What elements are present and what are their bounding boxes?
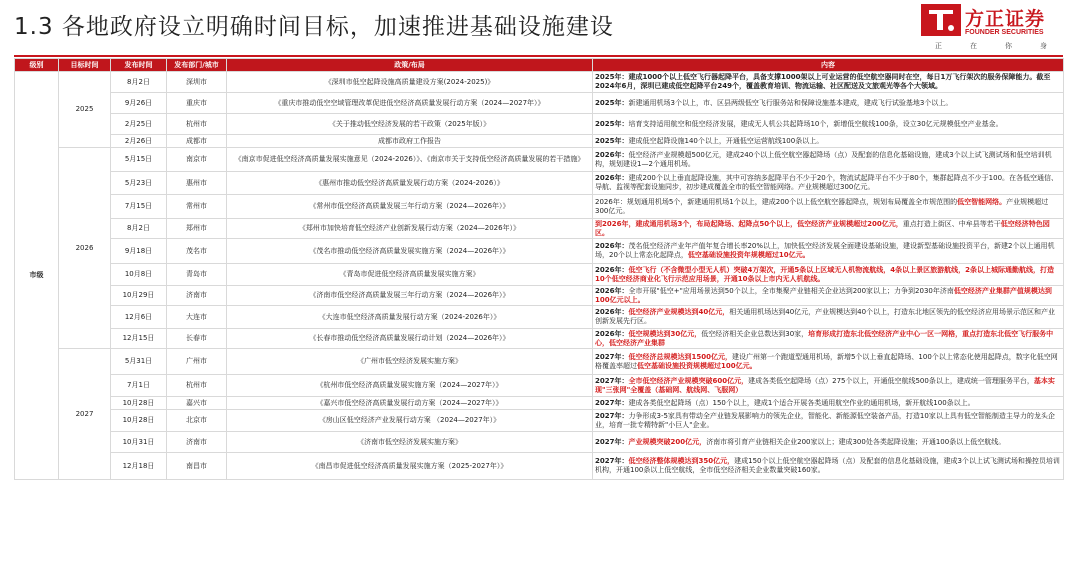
content-text: 茂名低空经济产业年产值年复合增长率20%以上，加快低空经济发展全面建设基础设施，建设新型基础设施投资平台，新建2个以上通用机场，20个以上常态化起降点， [595,242,1055,259]
content-cell [593,397,1064,410]
content-cell [593,195,1064,219]
department-cell: 成都市 [167,135,227,148]
table-row [15,172,1064,195]
content-cell [593,135,1064,148]
table-row [15,135,1064,148]
date-cell: 10月31日 [111,432,167,453]
header-policy: 政策/布局 [227,59,593,72]
content-text: 2026年： [595,174,629,182]
page-title: 1.3 各地政府设立明确时间目标，加速推进基础设施建设 [14,14,614,40]
target-year-cell: 2025 [59,72,111,148]
content-text: 建成1000个以上低空飞行器起降平台，具备支撑1000架以上可业运营的低空航空器同时在空，每日1万飞行架次的服务保障能力。截至2024年6月，深圳已建成低空起降平台249个，覆盖教育培训、物流运输、社区配送及文旅观光等各个大领域。 [595,73,1051,90]
content-text: 2027年： [595,376,629,385]
department-cell: 大连市 [167,306,227,329]
content-text: 产业规模突破200亿元， [628,437,707,446]
table-row [15,453,1064,480]
founder-logo-icon [921,4,961,36]
policy-cell: 成都市政府工作报告 [227,135,593,148]
content-cell [593,219,1064,239]
date-cell: 8月2日 [111,72,167,93]
policy-cell: 《嘉兴市低空经济高质量发展行动方案（2024—2027年）》 [227,397,593,410]
content-text: 低空经济整体规模达到350亿元， [628,457,735,465]
content-text: 2026年： [595,308,629,316]
content-cell [593,264,1064,286]
logo-english-name: FOUNDER SECURITIES [965,29,1044,36]
policy-cell: 《茂名市推动低空经济高质量发展实施方案（2024—2026年）》 [227,239,593,264]
date-cell: 2月26日 [111,135,167,148]
table-row [15,375,1064,397]
department-cell: 茂名市 [167,239,227,264]
policy-cell: 《关于推动低空经济发展的若干政策（2025年版）》 [227,114,593,135]
content-text: 2027年： [595,398,629,407]
content-cell [593,375,1064,397]
content-cell [593,148,1064,172]
content-text: 2027年： [595,352,629,361]
content-cell [593,239,1064,264]
logo-motto-char: 身 [1040,42,1047,50]
date-cell: 2月25日 [111,114,167,135]
content-text: 低空经济特色园区。 [595,219,1050,237]
content-text: 济南市将引育产业链相关企业200家以上；建成300处各类起降设施；开通100条以上低空航线。 [706,437,1006,446]
content-text: 2026年： [595,150,629,159]
content-text: 到2026年，建成通用机场3个，布局起降场、起降点50个以上，低空经济产业规模超过200亿元， [595,219,903,228]
target-year-cell: 2027 [59,349,111,480]
content-text: 2025年： [595,136,629,145]
content-text: 低空经济总规模达到1500亿元， [628,352,732,361]
policy-cell: 《济南市低空经济发展实施方案》 [227,432,593,453]
content-text: 培育支持适用航空和低空经济发展，建成无人机公共起降场10个，新增低空航线100条，设立30亿元规模低空产业基金。 [628,119,1003,128]
table-row [15,410,1064,432]
policy-table [14,58,1064,480]
policy-cell: 《长春市推动低空经济高质量发展行动计划（2024—2026年）》 [227,329,593,349]
content-cell [593,349,1064,375]
content-text: 低空经济产业集群产值规模达到100亿元以上。 [595,286,1052,304]
content-cell [593,453,1064,480]
content-text: 培育形成打造东北低空经济产业中心一区一网格，重点打造东北低空飞行服务中心，低空经济产业集群 [595,329,1054,347]
content-text: 建成低空起降设施140个以上，开通低空运营航线100条以上。 [628,136,824,145]
table-row [15,329,1064,349]
content-text: 低空经济产业规模超500亿元，建成240个以上低空航空器起降场（点）及配套的信息化基础设施，建成3个以上试飞测试场和低空培训机构，规划建设1—2个通用机场。 [595,150,1052,168]
table-row [15,349,1064,375]
content-text: 规划通用机场5个，新建通用机场1个以上，建成200个以上低空航空器起降点，规划布局覆盖全市规范围的 [626,197,958,206]
logo-motto-char: 你 [1005,42,1012,50]
policy-cell: 《房山区低空经济产业发展行动方案 （2024—2027年）》 [227,410,593,432]
table-header-row [15,59,1064,72]
department-cell: 常州市 [167,195,227,219]
policy-cell: 《深圳市低空起降设施高质量建设方案(2024-2025)》 [227,72,593,93]
content-text: 低空基础设施投资年规模超过10亿元。 [687,251,810,259]
content-text: 2025年： [595,119,629,128]
content-cell [593,432,1064,453]
department-cell: 广州市 [167,349,227,375]
content-text: 2025年： [595,98,629,107]
content-text: 低空规模达到30亿元， [628,329,702,338]
table-row [15,148,1064,172]
date-cell: 12月15日 [111,329,167,349]
content-text: 2026年： [595,197,627,206]
date-cell: 9月26日 [111,93,167,114]
header-level: 级别 [15,59,59,72]
policy-cell: 《重庆市推动低空空域管理改革促进低空经济高质量发展行动方案（2024—2027年）》 [227,93,593,114]
logo-motto-char: 在 [970,42,977,50]
policy-cell: 《常州市低空经济高质量发展三年行动方案（2024—2026年）》 [227,195,593,219]
content-text: 2026年： [595,242,629,250]
department-cell: 南昌市 [167,453,227,480]
date-cell: 5月23日 [111,172,167,195]
logo-motto [921,41,1061,51]
date-cell: 10月29日 [111,286,167,306]
target-year-cell: 2026 [59,148,111,349]
header-department: 发布部门/城市 [167,59,227,72]
table-row [15,432,1064,453]
table-row [15,195,1064,219]
content-text: 产业规模超过300亿元。 [595,197,1049,215]
content-text: 低空经济产业规模达到40亿元， [628,308,730,316]
content-text: 低空飞行（不含微型小型无人机）突破4万架次，开通5条以上区域无人机物流航线，4条以上景区旅游航线，2条以上城际通勤航线，打造10个低空经济商业化飞行示范应用场景，开通10条以上市内无人机航线。 [595,265,1054,283]
content-cell [593,172,1064,195]
date-cell: 10月8日 [111,264,167,286]
level-cell: 市级 [15,72,59,480]
table-row [15,114,1064,135]
policy-cell: 《济南市低空经济高质量发展三年行动方案（2024—2026年）》 [227,286,593,306]
content-cell [593,114,1064,135]
date-cell: 12月6日 [111,306,167,329]
table-row [15,306,1064,329]
header-content: 内容 [593,59,1064,72]
department-cell: 济南市 [167,432,227,453]
header-date: 发布时间 [111,59,167,72]
department-cell: 南京市 [167,148,227,172]
content-text: 力争形成3-5家具有带动全产业链发展影响力的领先企业，智能化、新能源低空装备产品，打造10家以上具有低空智能制造主导力的龙头企业，培育一批专精特新"小巨人"企业。 [595,411,1055,429]
table-row [15,72,1064,93]
date-cell: 10月28日 [111,410,167,432]
department-cell: 青岛市 [167,264,227,286]
table-row [15,397,1064,410]
content-text: 建成各类低空起降场（点）275个以上，开通低空航线500条以上，建成统一管理服务平台， [748,376,1034,385]
policy-cell: 《惠州市推动低空经济高质量发展行动方案（2024-2026）》 [227,172,593,195]
department-cell: 杭州市 [167,114,227,135]
content-text: 2027年： [595,437,629,446]
policy-cell: 《杭州市低空经济高质量发展实施方案（2024—2027年）》 [227,375,593,397]
date-cell: 12月18日 [111,453,167,480]
logo-motto-char: 正 [935,42,942,50]
content-cell [593,306,1064,329]
table-row [15,239,1064,264]
date-cell: 5月31日 [111,349,167,375]
department-cell: 杭州市 [167,375,227,397]
content-text: 建成150个以上低空航空器起降场（点）及配套的信息化基础设施，建成3个以上试飞测试场和操控员培训机构，开通100条以上低空航线，全市低空经济相关企业数量突破160家。 [595,457,1060,474]
content-text: 2026年： [595,329,629,338]
content-text: 低空经济相关企业总数达到30家， [701,329,809,338]
date-cell: 7月1日 [111,375,167,397]
content-text: 2026年： [595,286,629,295]
content-text: 相关通用机场达到40亿元，产业规模达到40个以上，打造东北地区领先的低空经济应用场景示范区和产业创新发展先行区。 [595,308,1056,325]
content-text: 低空基础设施投资规模超过100亿元。 [637,361,757,370]
content-cell [593,72,1064,93]
table-row [15,286,1064,306]
content-text: 建成各类低空起降场（点）150个以上，建成1个适合开展各类通用航空作业的通用机场，新开航线100条以上。 [628,398,975,407]
policy-cell: 《南昌市促进低空经济高质量发展实施方案（2025-2027年）》 [227,453,593,480]
department-cell: 惠州市 [167,172,227,195]
logo-name: 方正证券 [965,8,1046,30]
department-cell: 长春市 [167,329,227,349]
founder-securities-logo [921,2,1061,54]
policy-cell: 《南京市促进低空经济高质量发展实施意见（2024-2026）》、《南京市关于支持低空经济高质量发展的若干措施》 [227,148,593,172]
header-target-year: 目标时间 [59,59,111,72]
policy-cell: 《广州市低空经济发展实施方案》 [227,349,593,375]
content-cell [593,410,1064,432]
content-text: 2026年： [595,265,629,274]
date-cell: 10月28日 [111,397,167,410]
content-text: 全市开展"低空+"应用场景达到50个以上，全市集聚产业链相关企业达到200家以上；力争到2030年济南 [628,286,954,295]
content-cell [593,329,1064,349]
department-cell: 济南市 [167,286,227,306]
date-cell: 9月18日 [111,239,167,264]
content-text: 2027年： [595,457,629,465]
department-cell: 深圳市 [167,72,227,93]
department-cell: 重庆市 [167,93,227,114]
table-row [15,219,1064,239]
policy-cell: 《郑州市加快培育低空经济产业创新发展行动方案（2024—2026年）》 [227,219,593,239]
department-cell: 郑州市 [167,219,227,239]
policy-cell: 《大连市低空经济高质量发展行动方案（2024-2026年）》 [227,306,593,329]
content-text: 2025年： [595,73,629,81]
table-row [15,93,1064,114]
content-text: 重点打造上街区、中牟县等若干 [902,219,1001,228]
content-text: 全市低空经济产业规模突破600亿元， [628,376,749,385]
date-cell: 8月2日 [111,219,167,239]
content-text: 低空智能网络。 [957,197,1007,206]
date-cell: 7月15日 [111,195,167,219]
department-cell: 嘉兴市 [167,397,227,410]
table-row [15,264,1064,286]
policy-cell: 《青岛市促进低空经济高质量发展实施方案》 [227,264,593,286]
content-text: 基本实现"三张网"全覆盖（基础网、航线网、飞服网） [595,376,1055,394]
date-cell: 5月15日 [111,148,167,172]
content-text: 新建通用机场3个以上，市、区县两级低空飞行服务站和保障设施基本建成，建成飞行试验基地3个以上。 [628,98,953,107]
department-cell: 北京市 [167,410,227,432]
content-text: 2027年： [595,411,629,420]
content-text: 建成200个以上垂直起降设施，其中可容纳多起降平台不少于20个，物流试起降平台不少于80个，集群起降点不少于100。在各低空通信、导航、监视等配套设施同步，初步建成覆盖全市的低空智能网络。产业规模超过300亿元。 [595,174,1059,191]
content-text: 建设广州第一个跑道型通用机场，新增5个以上垂直起降场、100个以上常态化使用起降点，数字化低空网格覆盖率超过 [595,352,1058,370]
content-cell [593,286,1064,306]
title-divider [14,55,1063,57]
content-cell [593,93,1064,114]
